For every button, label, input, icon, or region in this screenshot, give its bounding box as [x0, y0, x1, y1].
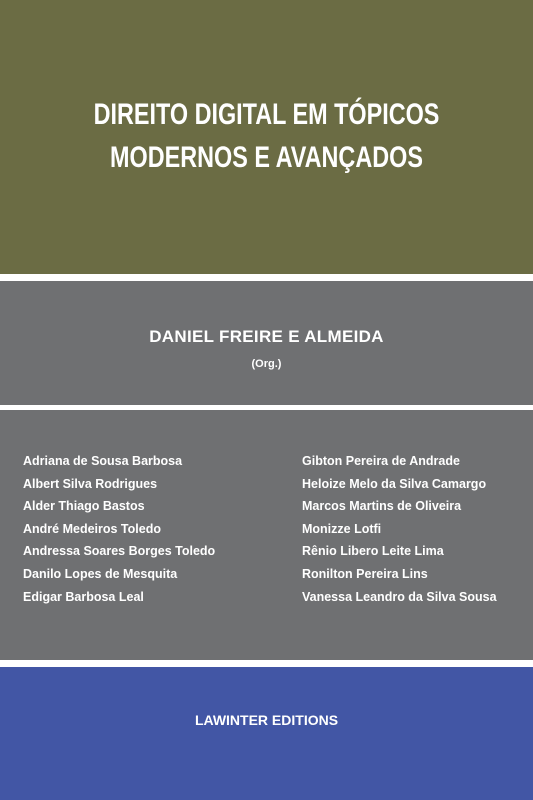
author-name: Alder Thiago Bastos	[23, 499, 145, 514]
author-name: André Medeiros Toledo	[23, 521, 161, 536]
book-title	[59, 93, 475, 179]
authors-left-column	[23, 450, 215, 608]
author-name: Heloize Melo da Silva Camargo	[302, 476, 487, 491]
authors-band	[0, 410, 533, 660]
editor-band	[0, 281, 533, 405]
publisher-band	[0, 667, 533, 800]
author-name: Rênio Libero Leite Lima	[302, 544, 444, 559]
author-name: Edigar Barbosa Leal	[23, 589, 144, 604]
title-band	[0, 0, 533, 274]
author-name: Andressa Soares Borges Toledo	[23, 544, 216, 559]
author-name: Danilo Lopes de Mesquita	[23, 566, 178, 581]
title-line-2: MODERNOS E AVANÇADOS	[110, 141, 423, 174]
author-name: Ronilton Pereira Lins	[302, 566, 428, 581]
author-name: Gibton Pereira de Andrade	[302, 454, 460, 468]
author-name: Albert Silva Rodrigues	[23, 476, 158, 491]
author-name: Adriana de Sousa Barbosa	[23, 454, 183, 468]
authors-right-column	[302, 450, 497, 608]
title-line-1: DIREITO DIGITAL EM TÓPICOS	[93, 98, 440, 131]
author-name: Marcos Martins de Oliveira	[302, 499, 462, 514]
editor-role: (Org.)	[251, 358, 282, 370]
author-name: Vanessa Leandro da Silva Sousa	[302, 589, 497, 604]
author-name: Monizze Lotfi	[302, 521, 382, 536]
editor-name: DANIEL FREIRE E ALMEIDA	[149, 327, 384, 346]
publisher-name: LAWINTER EDITIONS	[194, 712, 339, 728]
